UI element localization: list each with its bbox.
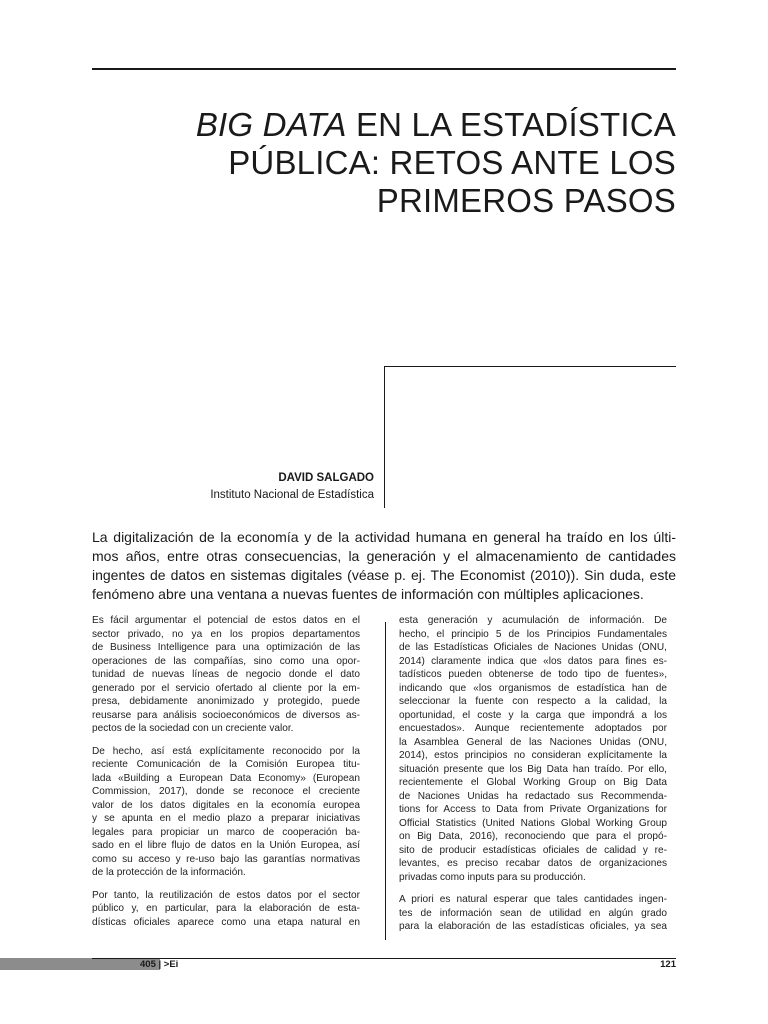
text-line: para la elaboración de las estadísticas oficiales, ya sea (399, 921, 667, 932)
text-line: valor de los datos digitales en la economía europea (92, 799, 360, 811)
text-line: Official Statistics (United Nations Global Working Group (399, 817, 667, 829)
text-line: generado por el servicio ofertado al cliente por la em- (92, 682, 360, 694)
title-italic: BIG DATA (195, 106, 347, 143)
text-line: dísticas oficiales aparece como una etapa natural en (92, 916, 360, 928)
title-line-3: PRIMEROS PASOS (376, 182, 676, 219)
text-line: recientemente el Global Working Group on Big Data (399, 777, 667, 788)
article-title (116, 106, 676, 220)
title-line-1-rest: EN LA ESTADÍSTICA (346, 106, 676, 143)
text-line: tes de información sean de utilidad en algún grado (399, 907, 667, 919)
text-line: tadísticos pueden obtenerse de todo tipo de fuentes», (399, 669, 667, 680)
paragraph (92, 745, 360, 880)
author-institution: Instituto Nacional de Estadística (210, 489, 374, 501)
footer-rule (92, 958, 676, 959)
text-line: privadas como inputs para su producción. (399, 871, 586, 883)
text-line: presa, debidamente anonimizado y protegido, puede (92, 696, 360, 707)
journal-name: >Ei (163, 959, 179, 970)
text-line: 2014) claramente indica que «los datos para fines es- (399, 655, 667, 667)
text-line: levantes, es preciso recabar datos de organizaciones (399, 858, 667, 869)
text-line: sado en el libre flujo de datos en la Unión Europea, así (92, 840, 360, 851)
text-line: on Big Data, 2016), reconociendo que para el propó- (399, 831, 667, 842)
text-line: situación presente que los Big Data han traído. Por ello, (399, 763, 667, 775)
text-line: legales para propiciar un marco de cooperación ba- (92, 826, 360, 838)
column-divider (385, 622, 386, 940)
abstract-line: mos años, entre otras consecuencias, la generación y el almacenamiento de cantidades (92, 548, 676, 564)
text-line: de Naciones Unidas ha redactado sus Recommenda- (399, 790, 667, 802)
text-line: De hecho, así está explícitamente reconocido por la (92, 745, 360, 757)
text-line: de las Estadísticas Oficiales de Naciones Unidas (ONU, (399, 642, 667, 653)
text-line: sito de producir estadísticas oficiales de calidad y re- (399, 844, 667, 856)
abstract-line: fenómeno abre una ventana a nuevas fuentes de información con múltiples aplicaciones. (92, 586, 644, 602)
top-rule (92, 68, 676, 70)
text-line: esta generación y acumulación de información. De (399, 615, 667, 626)
text-line: hecho, el principio 5 de los Principios Fundamentales (399, 628, 667, 640)
body-column-right (399, 614, 667, 943)
text-line: pectos de la sociedad con un creciente valor. (92, 723, 294, 734)
text-line: Es fácil argumentar el potencial de estos datos en el (92, 615, 360, 626)
text-line: operaciones de las compañías, sino como una opor- (92, 655, 360, 667)
text-line: seleccionar la fuente con respecto a la calidad, la (399, 696, 667, 707)
text-line: de la protección de la información. (92, 867, 246, 878)
text-line: la Asamblea General de las Naciones Unidas (ONU, (399, 736, 667, 748)
text-line: tunidad de nuevas líneas de negocio donde el dato (92, 669, 360, 680)
abstract-line: La digitalización de la economía y de la actividad humana en general ha traído en los últi- (92, 529, 676, 545)
footer-separator: | (155, 959, 164, 970)
abstract-line: ingentes de datos en sistemas digitales (véase p. ej. The Economist (2010)). Sin duda, este (92, 567, 676, 583)
text-line: Commission, 2017), donde se reconoce el creciente (92, 786, 360, 797)
text-line: encuestados». Aunque recientemente adoptados por (399, 723, 667, 734)
issue-number: 405 (140, 959, 156, 970)
author-box-side-rule (384, 366, 385, 508)
body-column-left (92, 614, 360, 938)
title-line-2: PÚBLICA: RETOS ANTE LOS (228, 144, 676, 181)
text-line: lada «Building a European Data Economy» (European (92, 772, 360, 784)
page-number: 121 (660, 959, 676, 970)
text-line: tions for Access to Data from Private Organizations for (399, 804, 667, 815)
text-line: Por tanto, la reutilización de estos datos por el sector (92, 889, 360, 901)
text-line: reciente Comunicación de la Comisión Europea titu- (92, 759, 360, 770)
text-line: de Business Intelligence para una optimización de las (92, 642, 360, 653)
paragraph (92, 614, 360, 736)
text-line: público y, en particular, para la elaboración de esta- (92, 903, 360, 914)
footer-issue (140, 959, 178, 970)
author-box-top-rule (384, 366, 676, 367)
footer-bar (0, 958, 160, 970)
text-line: A priori es natural esperar que tales cantidades ingen- (399, 894, 667, 905)
abstract (92, 528, 676, 604)
text-line: 2014), estos principios no consideran explícitamente la (399, 750, 667, 761)
paragraph (399, 893, 667, 934)
text-line: sector privado, no ya en los propios departamentos (92, 628, 360, 640)
text-line: oportunidad, el coste y la carga que impondrá a los (399, 709, 667, 721)
text-line: como su acceso y re-uso bajo las garantías normativas (92, 853, 360, 865)
text-line: indicando que «los organismos de estadística han de (399, 682, 667, 694)
text-line: y se apunta en el medio plazo a preparar iniciativas (92, 813, 360, 824)
paragraph (399, 614, 667, 884)
text-line: reusarse para análisis socioeconómicos de diversos as- (92, 709, 360, 721)
title-line-1 (116, 106, 676, 144)
paragraph (92, 889, 360, 930)
author-name: DAVID SALGADO (278, 472, 374, 484)
